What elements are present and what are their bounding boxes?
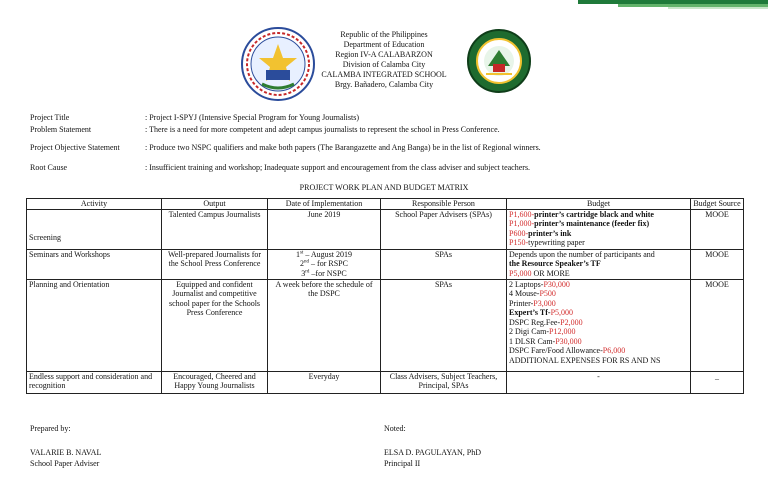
info-label: Problem Statement	[30, 125, 92, 134]
budget-amount: P1,600-	[509, 209, 535, 219]
cell-output: Equipped and confident Journalist and competitive school paper for the Schools Press Conference	[162, 279, 268, 371]
date-ordinal: 2	[300, 259, 305, 268]
cell-output: Encouraged, Cheered and Happy Young Journalists	[162, 371, 268, 393]
date-text: –for NSPC	[309, 268, 347, 278]
budget-item: 2 Digi Cam-	[509, 327, 549, 336]
table-row	[27, 209, 744, 249]
cell-source: MOOE	[691, 279, 744, 371]
budget-item: DSPC Reg.Fee-	[509, 317, 561, 327]
cell-person: Class Advisers, Subject Teachers, Principal, SPAs	[381, 371, 507, 393]
date-suffix: nd	[304, 259, 310, 265]
info-value: : Project I-SPYJ (Intensive Special Program for Young Journalists)	[145, 113, 359, 122]
budget-amount: P5,000	[509, 268, 532, 278]
header-line: CALAMBA INTEGRATED SCHOOL	[321, 70, 447, 79]
budget-amount: P150-	[509, 238, 529, 247]
cell-output: Well-prepared Journalists for the School Press Conference	[162, 249, 268, 279]
header-line: Region IV-A CALABARZON	[335, 50, 433, 59]
date-ordinal: 3	[301, 268, 306, 278]
noted-label: Noted:	[384, 424, 406, 433]
cell-person: SPAs	[381, 249, 507, 279]
col-person: Responsible Person	[381, 199, 507, 210]
col-date: Date of Implementation	[268, 199, 381, 210]
budget-item: Printer-	[509, 298, 534, 308]
info-label: Project Objective Statement	[30, 143, 120, 152]
col-source: Budget Source	[691, 199, 744, 210]
info-value: : Produce two NSPC qualifiers and make both papers (The Barangazette and Ang Banga) be in the list of Regional winners.	[145, 143, 541, 152]
budget-amount: P600-	[509, 228, 529, 238]
table-row	[27, 249, 744, 279]
cell-activity: Screening	[27, 209, 162, 249]
work-plan-table	[26, 198, 744, 394]
preparer-title: School Paper Adviser	[30, 459, 100, 468]
budget-item: printer’s ink	[528, 228, 572, 238]
corner-decoration	[578, 0, 768, 12]
noter-name: ELSA D. PAGULAYAN, PhD	[384, 448, 481, 457]
cell-source: _	[691, 371, 744, 393]
budget-amount: P12,000	[549, 327, 576, 336]
budget-item: DSPC Fare/Food Allowance-	[509, 346, 603, 355]
header-line: Republic of the Philippines	[340, 30, 428, 39]
info-value: : Insufficient training and workshop; Inadequate support and encouragement from the class adviser and subject teachers.	[145, 163, 531, 172]
budget-item: Expert’s Tf-	[509, 308, 551, 317]
matrix-title: PROJECT WORK PLAN AND BUDGET MATRIX	[299, 183, 469, 192]
header-line: Division of Calamba City	[342, 60, 426, 69]
table-header-row	[27, 199, 744, 210]
info-label: Project Title	[30, 113, 70, 122]
cell-budget	[507, 209, 691, 249]
budget-text: the Resource Speaker’s TF	[509, 259, 601, 268]
prepared-label: Prepared by:	[30, 424, 71, 433]
cell-activity: Seminars and Workshops	[27, 249, 162, 279]
info-label: Root Cause	[30, 163, 68, 172]
date-text: – for RSPC	[309, 259, 348, 268]
cell-date: Everyday	[268, 371, 381, 393]
cell-output: Talented Campus Journalists	[162, 209, 268, 249]
header-line: Brgy. Bañadero, Calamba City	[334, 80, 434, 89]
cell-source: MOOE	[691, 249, 744, 279]
budget-amount: P500	[539, 289, 556, 298]
cell-activity: Planning and Orientation	[27, 279, 162, 371]
cell-date	[268, 249, 381, 279]
budget-text: Depends upon the number of participants and	[509, 249, 655, 259]
preparer-name: VALARIE B. NAVAL	[30, 448, 102, 457]
budget-amount: P30,000	[543, 279, 570, 289]
date-suffix: rd	[305, 268, 310, 274]
cell-budget: -	[507, 371, 691, 393]
header-line: Department of Education	[343, 40, 425, 49]
budget-extra: ADDITIONAL EXPENSES FOR RS AND NS	[509, 355, 661, 365]
table-row	[27, 371, 744, 393]
budget-amount: P1,000-	[509, 219, 535, 228]
cell-activity: Endless support and consideration and recognition	[27, 371, 162, 393]
noter-title: Principal II	[384, 459, 421, 468]
cell-budget	[507, 249, 691, 279]
budget-amount: P6,000	[602, 346, 626, 355]
budget-item: 1 DLSR Cam-	[509, 336, 556, 346]
budget-amount: P3,000	[533, 298, 556, 308]
letterhead	[0, 30, 768, 90]
col-output: Output	[162, 199, 268, 210]
budget-item: printer’s maintenance (feeder fix)	[534, 219, 650, 228]
date-ordinal: 1	[295, 249, 300, 259]
info-value: : There is a need for more competent and adept campus journalists to represent the school in Press Conference.	[145, 125, 500, 134]
budget-item: typewriting paper	[528, 238, 585, 247]
budget-amount: P30,000	[555, 336, 582, 346]
cell-source: MOOE	[691, 209, 744, 249]
cell-date: June 2019	[268, 209, 381, 249]
cell-date: A week before the schedule of the DSPC	[268, 279, 381, 371]
cell-person: SPAs	[381, 279, 507, 371]
col-activity: Activity	[27, 199, 162, 210]
budget-item: printer’s cartridge black and white	[534, 209, 654, 219]
table-row	[27, 279, 744, 371]
budget-item: 4 Mouse-	[509, 289, 540, 298]
budget-item: 2 Laptops-	[509, 279, 544, 289]
col-budget: Budget	[507, 199, 691, 210]
budget-amount: P2,000	[560, 317, 583, 327]
budget-amount: P5,000	[550, 308, 574, 317]
date-suffix: st	[299, 249, 304, 255]
date-text: – August 2019	[303, 249, 352, 259]
cell-person: School Paper Advisers (SPAs)	[381, 209, 507, 249]
cell-budget	[507, 279, 691, 371]
budget-text: OR MORE	[531, 268, 570, 278]
